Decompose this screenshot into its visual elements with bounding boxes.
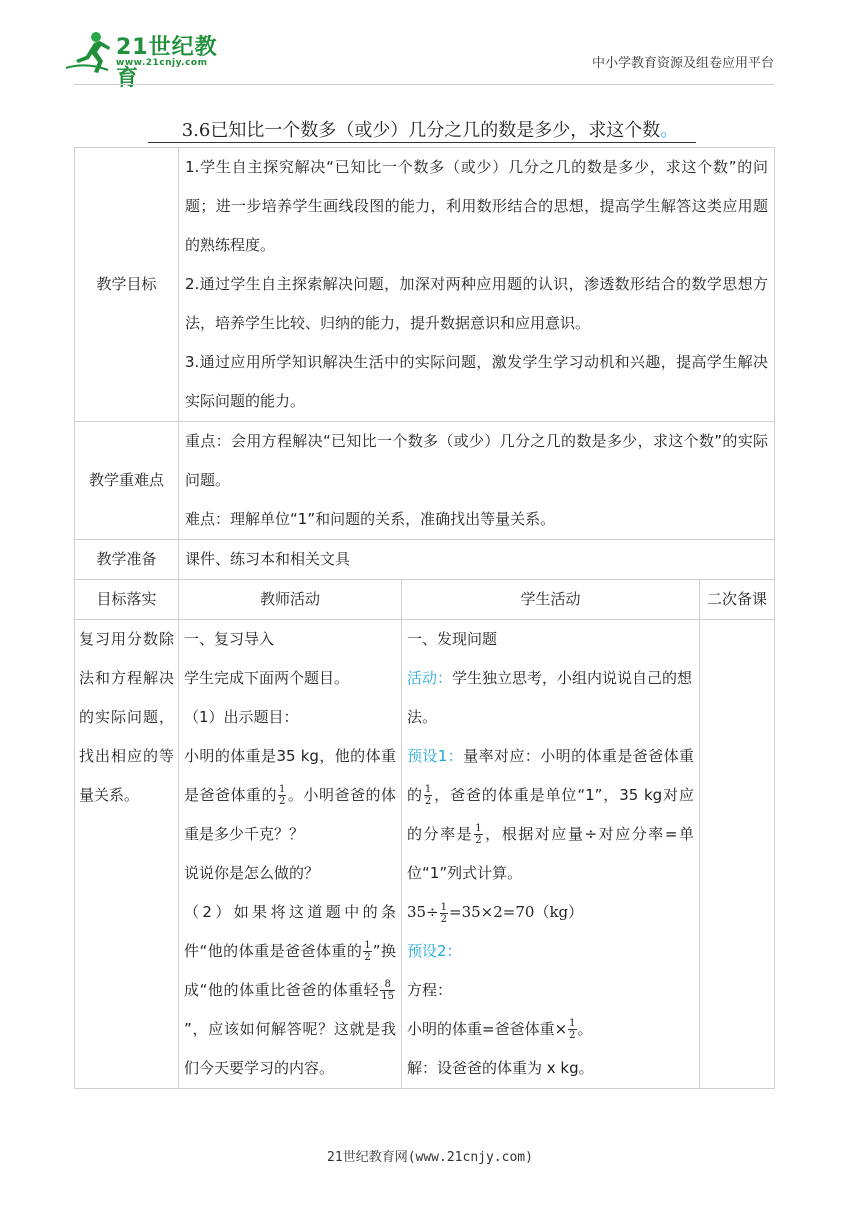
question1-part-b: 。小明爸爸的体重是多少千克？？: [184, 786, 396, 843]
col-second-header: 二次备课: [700, 580, 775, 620]
runner-logo-icon: [64, 30, 114, 74]
activity-row: [75, 620, 775, 1089]
student-activity: [402, 620, 700, 1089]
equation: 小明的体重=爸爸体重× $\frac{1}{2}$ 。: [407, 1018, 593, 1041]
teacher-heading: 一、复习导入: [184, 630, 275, 648]
logo-url: www.21cnjy.com: [116, 58, 208, 68]
second-prep-cell: [700, 620, 775, 1089]
prep-content: 课件、练习本和相关文具: [179, 540, 775, 580]
col-goal-header: 目标落实: [75, 580, 179, 620]
preset1-label: 预设1：: [407, 747, 464, 765]
goal-text: 复习用分数除法和方程解决的实际问题，找出相应的等量关系。: [75, 620, 179, 1089]
title-underline: [148, 142, 696, 143]
key-points-content: [179, 422, 775, 540]
preset1-text: 预设1：量率对应：小明的体重是爸爸体重的 $\frac{1}{2}$ ，爸爸的体重是单位“1”，35 kg对应的分率是 $\frac{1}{2}$ ，根据对应量÷对应分率=单位“1”列式计算。: [407, 747, 694, 882]
question1-part-a: 小明的体重是35 kg，他的体重是爸爸体重的: [184, 747, 396, 804]
logo-text: 21世纪教育: [116, 35, 218, 91]
teacher-intro: 学生完成下面两个题目。: [184, 669, 350, 687]
fraction-half: $\frac{1}{2}$: [475, 823, 482, 846]
question2-part-b: ”换成“他的体重比爸爸的体重轻: [184, 942, 396, 999]
question1-ask: 说说你是怎么做的？: [184, 864, 320, 882]
prep-label: 教学准备: [75, 540, 179, 580]
page-header: [0, 0, 860, 90]
method-label: 方程：: [407, 981, 453, 999]
student-heading: 一、发现问题: [407, 630, 498, 648]
goal-item: 3.通过应用所学知识解决生活中的实际问题，激发学生学习动机和兴趣，提高学生解决实际问题的能力。: [185, 353, 769, 410]
header-divider: [74, 84, 774, 85]
fraction-half: $\frac{1}{2}$: [424, 784, 432, 807]
question1-text: [184, 737, 396, 854]
platform-name: 中小学教育资源及组卷应用平台: [591, 56, 774, 71]
key-points-row: [75, 422, 775, 540]
document-title-text: 3.6已知比一个数多（或少）几分之几的数是多少，求这个数: [181, 120, 661, 141]
fraction-half: $\frac{1}{2}$: [569, 1018, 576, 1041]
teacher-activity: [179, 620, 402, 1089]
col-student-header: 学生活动: [402, 580, 700, 620]
question2-part-c: ”，应该如何解答呢？这就是我们今天要学习的内容。: [184, 1020, 396, 1077]
logo: [64, 30, 234, 91]
preset2-label: 预设2：: [407, 942, 462, 960]
activity-label: 活动：: [407, 669, 453, 687]
activity-text: 活动：学生独立思考，小组内说说自己的想法。: [407, 669, 693, 726]
question1-label: （1）出示题目：: [184, 708, 299, 726]
fraction-eight-fifteenths: $\frac{8}{15}$: [381, 979, 394, 1002]
title-dot: 。: [660, 120, 679, 141]
prep-row: [75, 540, 775, 580]
fraction-half: $\frac{1}{2}$: [440, 901, 448, 925]
key-points-label: 教学重难点: [75, 422, 179, 540]
goals-label: 教学目标: [75, 148, 179, 422]
document-title: [0, 116, 860, 142]
col-teacher-header: 教师活动: [179, 580, 402, 620]
goal-item: 1.学生自主探究解决“已知比一个数多（或少）几分之几的数是多少，求这个数”的问题；进一步培养学生画线段图的能力，利用数形结合的思想，提高学生解答这类应用题的熟练程度。: [185, 158, 769, 254]
lesson-plan-table: [74, 147, 775, 1089]
fraction-half: $\frac{1}{2}$: [279, 784, 286, 807]
question2-part-a: （2）如果将这道题中的条件“他的体重是爸爸体重的: [184, 903, 396, 960]
page-footer: 21世纪教育网(www.21cnjy.com): [327, 1150, 533, 1165]
goals-row: [75, 148, 775, 422]
goals-content: [179, 148, 775, 422]
difficulty-item: 难点：理解单位“1”和问题的关系，准确找出等量关系。: [185, 510, 556, 528]
key-point-item: 重点：会用方程解决“已知比一个数多（或少）几分之几的数是多少，求这个数”的实际问题。: [185, 432, 769, 489]
question2-text: [184, 893, 396, 1088]
solve-setup: 解：设爸爸的体重为 x kg。: [407, 1059, 594, 1077]
calculation: 35÷ $\frac{1}{2}$ =35×2=70（kg）: [407, 901, 584, 925]
fraction-half: $\frac{1}{2}$: [364, 940, 371, 963]
column-header-row: [75, 580, 775, 620]
goal-item: 2.通过学生自主探索解决问题，加深对两种应用题的认识，渗透数形结合的数学思想方法，培养学生比较、归纳的能力，提升数据意识和应用意识。: [185, 275, 769, 332]
